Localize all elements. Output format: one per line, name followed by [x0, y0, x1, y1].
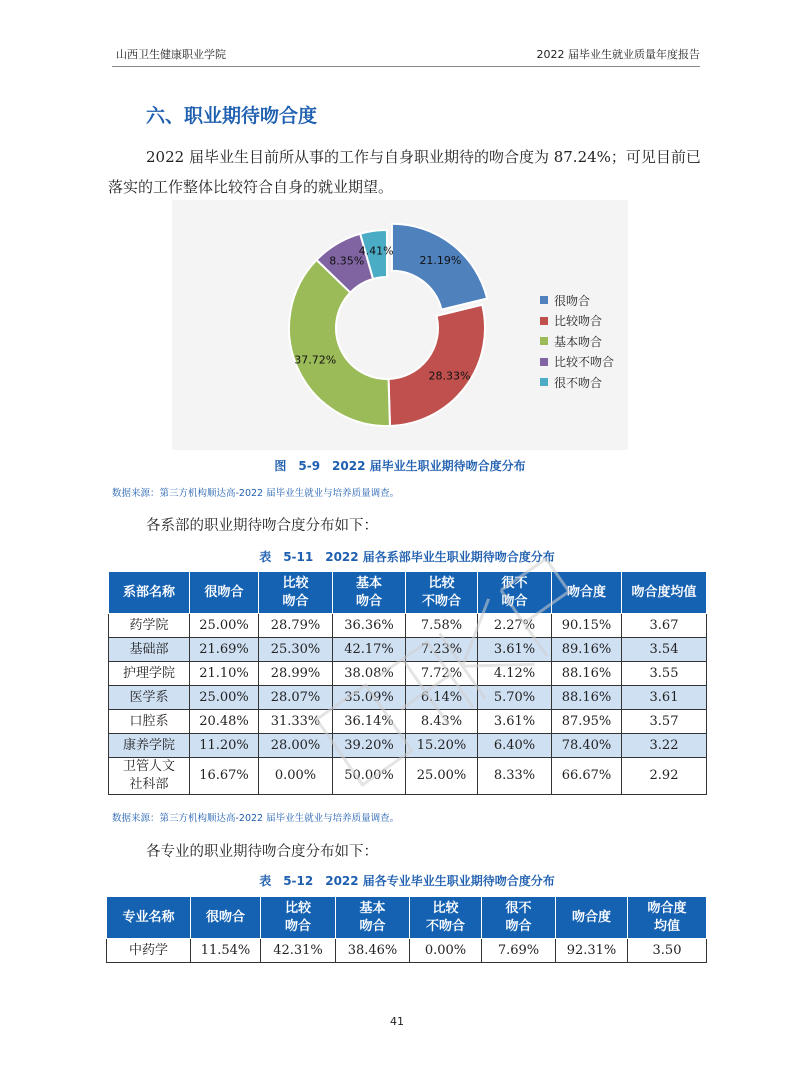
table-header-cell: 很吻合 — [190, 572, 259, 614]
table-cell: 88.16% — [552, 662, 622, 686]
table-cell: 3.54 — [622, 638, 707, 662]
table-row — [109, 662, 707, 686]
table-cell: 3.61 — [622, 686, 707, 710]
table-header-cell: 比较 吻合 — [259, 572, 333, 614]
donut-label-2: 28.33% — [428, 369, 471, 383]
table-cell: 3.67 — [622, 614, 707, 638]
donut-label-1: 21.19% — [419, 253, 462, 267]
legend-item — [540, 331, 614, 352]
table-cell: 21.69% — [190, 638, 259, 662]
table-cell: 0.00% — [410, 939, 482, 963]
table-cell: 3.50 — [628, 939, 707, 963]
page-header — [112, 42, 700, 67]
table-cell: 康养学院 — [109, 734, 190, 758]
table-cell: 4.12% — [478, 662, 552, 686]
table-header-cell: 基本 吻合 — [336, 897, 410, 939]
table-cell: 2.92 — [622, 758, 707, 795]
table-row — [109, 710, 707, 734]
table-cell: 15.20% — [406, 734, 478, 758]
table-cell: 39.20% — [333, 734, 406, 758]
table-cell: 92.31% — [556, 939, 628, 963]
table-cell: 90.15% — [552, 614, 622, 638]
dept-table-caption: 表 5-11 2022 届各系部毕业生职业期待吻合度分布 — [259, 550, 555, 564]
table-cell: 25.30% — [259, 638, 333, 662]
major-intro: 各专业的职业期待吻合度分布如下： — [146, 844, 378, 860]
legend-swatch — [540, 358, 548, 366]
table-row — [109, 686, 707, 710]
table-header-cell: 很吻合 — [191, 897, 261, 939]
table-cell: 28.00% — [259, 734, 333, 758]
legend-label: 比较吻合 — [554, 314, 603, 329]
table-cell: 3.61% — [478, 638, 552, 662]
table-cell: 36.14% — [333, 710, 406, 734]
table-cell: 6.14% — [406, 686, 478, 710]
table-cell: 6.40% — [478, 734, 552, 758]
table-cell: 28.99% — [259, 662, 333, 686]
table-cell: 3.57 — [622, 710, 707, 734]
table-cell: 38.46% — [336, 939, 410, 963]
table-cell: 36.36% — [333, 614, 406, 638]
table-cell: 25.00% — [190, 614, 259, 638]
table-header-cell: 很不 吻合 — [482, 897, 556, 939]
donut-label-4: 8.35% — [329, 254, 365, 268]
table-cell: 78.40% — [552, 734, 622, 758]
legend-label: 很吻合 — [554, 293, 591, 308]
table-cell: 7.72% — [406, 662, 478, 686]
table-cell: 25.00% — [406, 758, 478, 795]
table-cell: 3.55 — [622, 662, 707, 686]
table-cell: 基础部 — [109, 638, 190, 662]
legend-swatch — [540, 296, 548, 304]
page-number: 41 — [390, 1015, 404, 1028]
table-cell: 28.07% — [259, 686, 333, 710]
table-cell: 25.00% — [190, 686, 259, 710]
donut-label-5: 4.41% — [358, 244, 394, 258]
legend-swatch — [540, 337, 548, 345]
table-cell: 药学院 — [109, 614, 190, 638]
table-header-cell: 吻合度 — [552, 572, 622, 614]
table-cell: 11.20% — [190, 734, 259, 758]
legend-label: 基本吻合 — [554, 334, 603, 349]
table-cell: 35.09% — [333, 686, 406, 710]
table-cell: 7.69% — [482, 939, 556, 963]
table-header-cell: 比较 不吻合 — [410, 897, 482, 939]
table-cell: 3.22 — [622, 734, 707, 758]
table-header-cell: 比较 吻合 — [261, 897, 336, 939]
table-row — [109, 614, 707, 638]
legend-item — [540, 352, 614, 373]
source-note-2: 数据来源：第三方机构顺达高-2022 届毕业生就业与培养质量调查。 — [112, 813, 400, 824]
table-cell: 20.48% — [190, 710, 259, 734]
figure-caption: 图 5-9 2022 届毕业生职业期待吻合度分布 — [274, 459, 526, 473]
table-cell: 11.54% — [191, 939, 261, 963]
legend-swatch — [540, 378, 548, 386]
table-cell: 89.16% — [552, 638, 622, 662]
header-report-title: 2022 届毕业生就业质量年度报告 — [536, 48, 700, 61]
table-header-cell: 吻合度均值 — [622, 572, 707, 614]
section-title: 六、职业期待吻合度 — [146, 105, 318, 127]
table-cell: 口腔系 — [109, 710, 190, 734]
table-cell: 中药学 — [107, 939, 191, 963]
table-cell: 16.67% — [190, 758, 259, 795]
table-header-cell: 系部名称 — [109, 572, 190, 614]
table-header-cell: 吻合度 均值 — [628, 897, 707, 939]
table-header-cell: 基本 吻合 — [333, 572, 406, 614]
table-header-cell: 吻合度 — [556, 897, 628, 939]
major-table — [106, 896, 707, 963]
table-cell: 护理学院 — [109, 662, 190, 686]
table-cell: 31.33% — [259, 710, 333, 734]
table-cell: 卫管人文 社科部 — [109, 758, 190, 795]
table-cell: 8.33% — [478, 758, 552, 795]
table-cell: 0.00% — [259, 758, 333, 795]
table-cell: 88.16% — [552, 686, 622, 710]
table-cell: 7.58% — [406, 614, 478, 638]
table-row — [107, 939, 707, 963]
table-cell: 66.67% — [552, 758, 622, 795]
donut-label-3: 37.72% — [294, 353, 337, 367]
table-row — [109, 734, 707, 758]
table-cell: 21.10% — [190, 662, 259, 686]
major-table-caption: 表 5-12 2022 届各专业毕业生职业期待吻合度分布 — [259, 874, 555, 888]
legend-swatch — [540, 317, 548, 325]
table-header-cell: 很不 吻合 — [478, 572, 552, 614]
table-cell: 7.23% — [406, 638, 478, 662]
table-cell: 2.27% — [478, 614, 552, 638]
table-cell: 42.17% — [333, 638, 406, 662]
table-header-cell: 比较 不吻合 — [406, 572, 478, 614]
dept-intro: 各系部的职业期待吻合度分布如下： — [146, 518, 378, 534]
intro-paragraph: 2022 届毕业生目前所从事的工作与自身职业期待的吻合度为 87.24%；可见目前已落实的工作整体比较符合自身的就业期望。 — [108, 148, 701, 196]
legend-label: 比较不吻合 — [554, 355, 615, 370]
header-school: 山西卫生健康职业学院 — [116, 48, 226, 61]
table-cell: 3.61% — [478, 710, 552, 734]
table-row — [109, 638, 707, 662]
table-cell: 87.95% — [552, 710, 622, 734]
table-cell: 42.31% — [261, 939, 336, 963]
donut-slice-2 — [389, 305, 485, 426]
legend-label: 很不吻合 — [554, 375, 603, 390]
table-header-cell: 专业名称 — [107, 897, 191, 939]
table-cell: 38.08% — [333, 662, 406, 686]
table-cell: 5.70% — [478, 686, 552, 710]
chart-legend — [540, 290, 614, 393]
legend-item — [540, 290, 614, 311]
source-note: 数据来源：第三方机构顺达高-2022 届毕业生就业与培养质量调查。 — [112, 488, 400, 499]
legend-item — [540, 372, 614, 393]
table-cell: 医学系 — [109, 686, 190, 710]
dept-table — [108, 571, 707, 795]
donut-slice-3 — [289, 260, 390, 426]
table-cell: 28.79% — [259, 614, 333, 638]
legend-item — [540, 311, 614, 332]
table-row — [109, 758, 707, 795]
table-cell: 8.43% — [406, 710, 478, 734]
table-cell: 50.00% — [333, 758, 406, 795]
